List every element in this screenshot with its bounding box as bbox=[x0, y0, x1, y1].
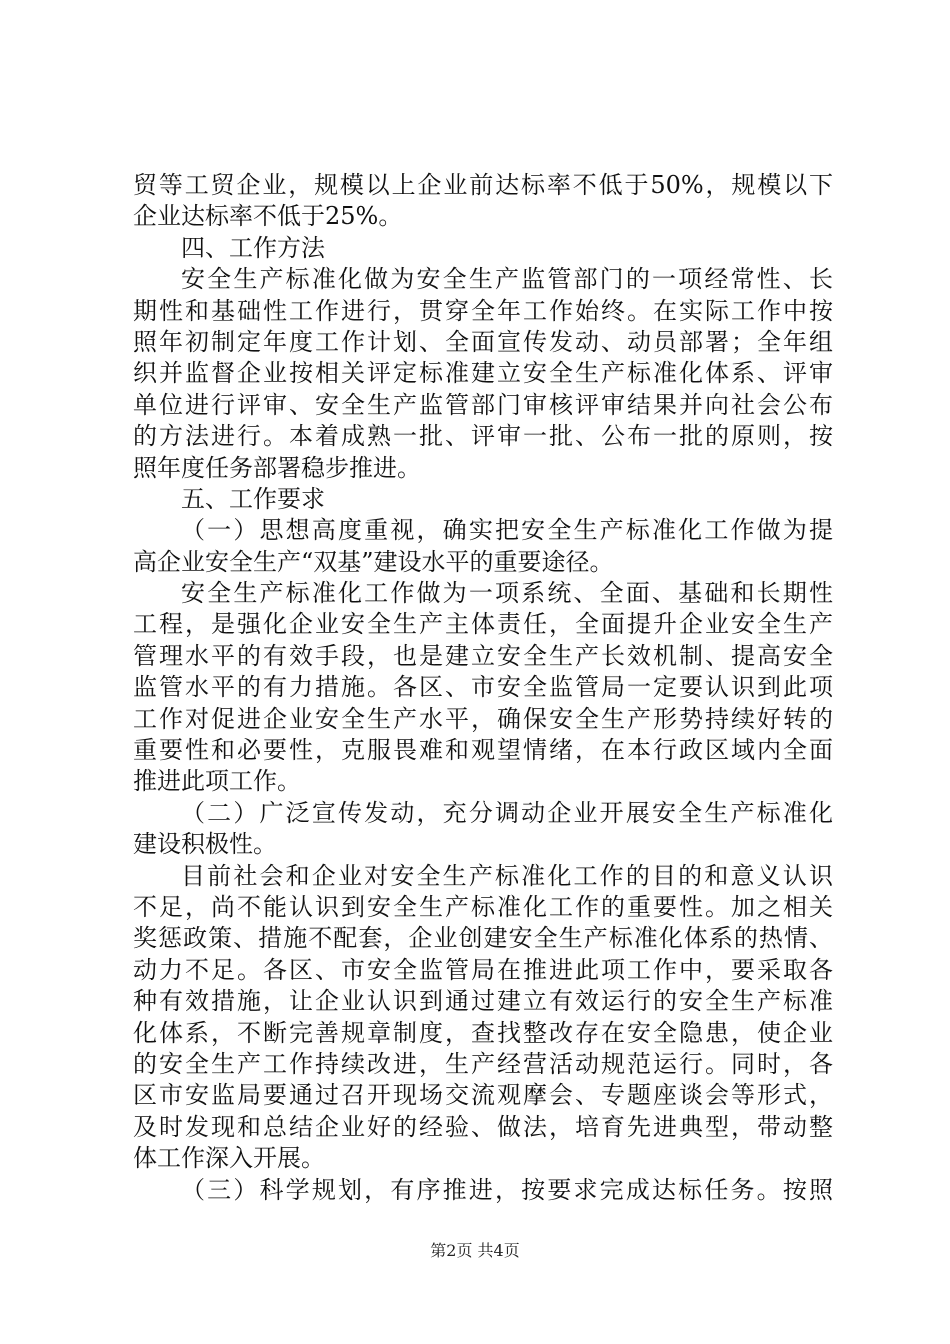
text-line: 五、工作要求 bbox=[181, 484, 325, 513]
text-line: 动力不足。各区、市安全监管局在推进此项工作中，要采取各 bbox=[133, 955, 833, 984]
text-line: 区市安监局要通过召开现场交流观摩会、专题座谈会等形式， bbox=[133, 1081, 833, 1110]
text-line: 的安全生产工作持续改进，生产经营活动规范运行。同时，各 bbox=[133, 1049, 833, 1078]
text-line: 不足，尚不能认识到安全生产标准化工作的重要性。加之相关 bbox=[133, 892, 833, 921]
text-line: 织并监督企业按相关评定标准建立安全生产标准化体系、评审 bbox=[133, 359, 833, 388]
text-line: 安全生产标准化做为安全生产监管部门的一项经常性、长 bbox=[181, 265, 833, 294]
text-line: 目前社会和企业对安全生产标准化工作的目的和意义认识 bbox=[181, 861, 833, 890]
text-line: 高企业安全生产“双基”建设水平的重要途径。 bbox=[133, 547, 614, 576]
text-line: 四、工作方法 bbox=[181, 233, 325, 262]
text-line: （二）广泛宣传发动，充分调动企业开展安全生产标准化 bbox=[181, 798, 833, 827]
text-line: 安全生产标准化工作做为一项系统、全面、基础和长期性 bbox=[181, 579, 833, 608]
text-line: 企业达标率不低于25%。 bbox=[133, 202, 403, 231]
text-line: 照年初制定年度工作计划、全面宣传发动、动员部署；全年组 bbox=[133, 327, 833, 356]
text-line: （一）思想高度重视，确实把安全生产标准化工作做为提 bbox=[181, 516, 833, 545]
text-line: 种有效措施，让企业认识到通过建立有效运行的安全生产标准 bbox=[133, 987, 833, 1016]
text-line: 期性和基础性工作进行，贯穿全年工作始终。在实际工作中按 bbox=[133, 296, 833, 325]
text-line: 的方法进行。本着成熟一批、评审一批、公布一批的原则，按 bbox=[133, 422, 833, 451]
text-line: 贸等工贸企业，规模以上企业前达标率不低于50%，规模以下 bbox=[133, 171, 833, 199]
text-line: 及时发现和总结企业好的经验、做法，培育先进典型，带动整 bbox=[133, 1112, 833, 1141]
text-line: 体工作深入开展。 bbox=[133, 1144, 325, 1173]
text-line: 管理水平的有效手段，也是建立安全生产长效机制、提高安全 bbox=[133, 641, 833, 670]
text-line: 工程，是强化企业安全生产主体责任，全面提升企业安全生产 bbox=[133, 610, 833, 639]
text-line: （三）科学规划，有序推进，按要求完成达标任务。按照 bbox=[181, 1175, 833, 1204]
text-line: 建设积极性。 bbox=[133, 830, 277, 859]
text-line: 重要性和必要性，克服畏难和观望情绪，在本行政区域内全面 bbox=[133, 736, 833, 765]
document-body bbox=[133, 170, 833, 1206]
text-line: 监管水平的有力措施。各区、市安全监管局一定要认识到此项 bbox=[133, 673, 833, 702]
page-footer: 第2页 共4页 bbox=[430, 1241, 520, 1260]
text-line: 工作对促进企业安全生产水平，确保安全生产形势持续好转的 bbox=[133, 704, 833, 733]
text-line: 推进此项工作。 bbox=[133, 767, 301, 796]
text-line: 化体系，不断完善规章制度，查找整改存在安全隐患，使企业 bbox=[133, 1018, 833, 1047]
text-line: 单位进行评审、安全生产监管部门审核评审结果并向社会公布 bbox=[133, 390, 833, 419]
text-line: 照年度任务部署稳步推进。 bbox=[133, 453, 421, 482]
text-line: 奖惩政策、措施不配套，企业创建安全生产标准化体系的热情、 bbox=[133, 924, 833, 953]
